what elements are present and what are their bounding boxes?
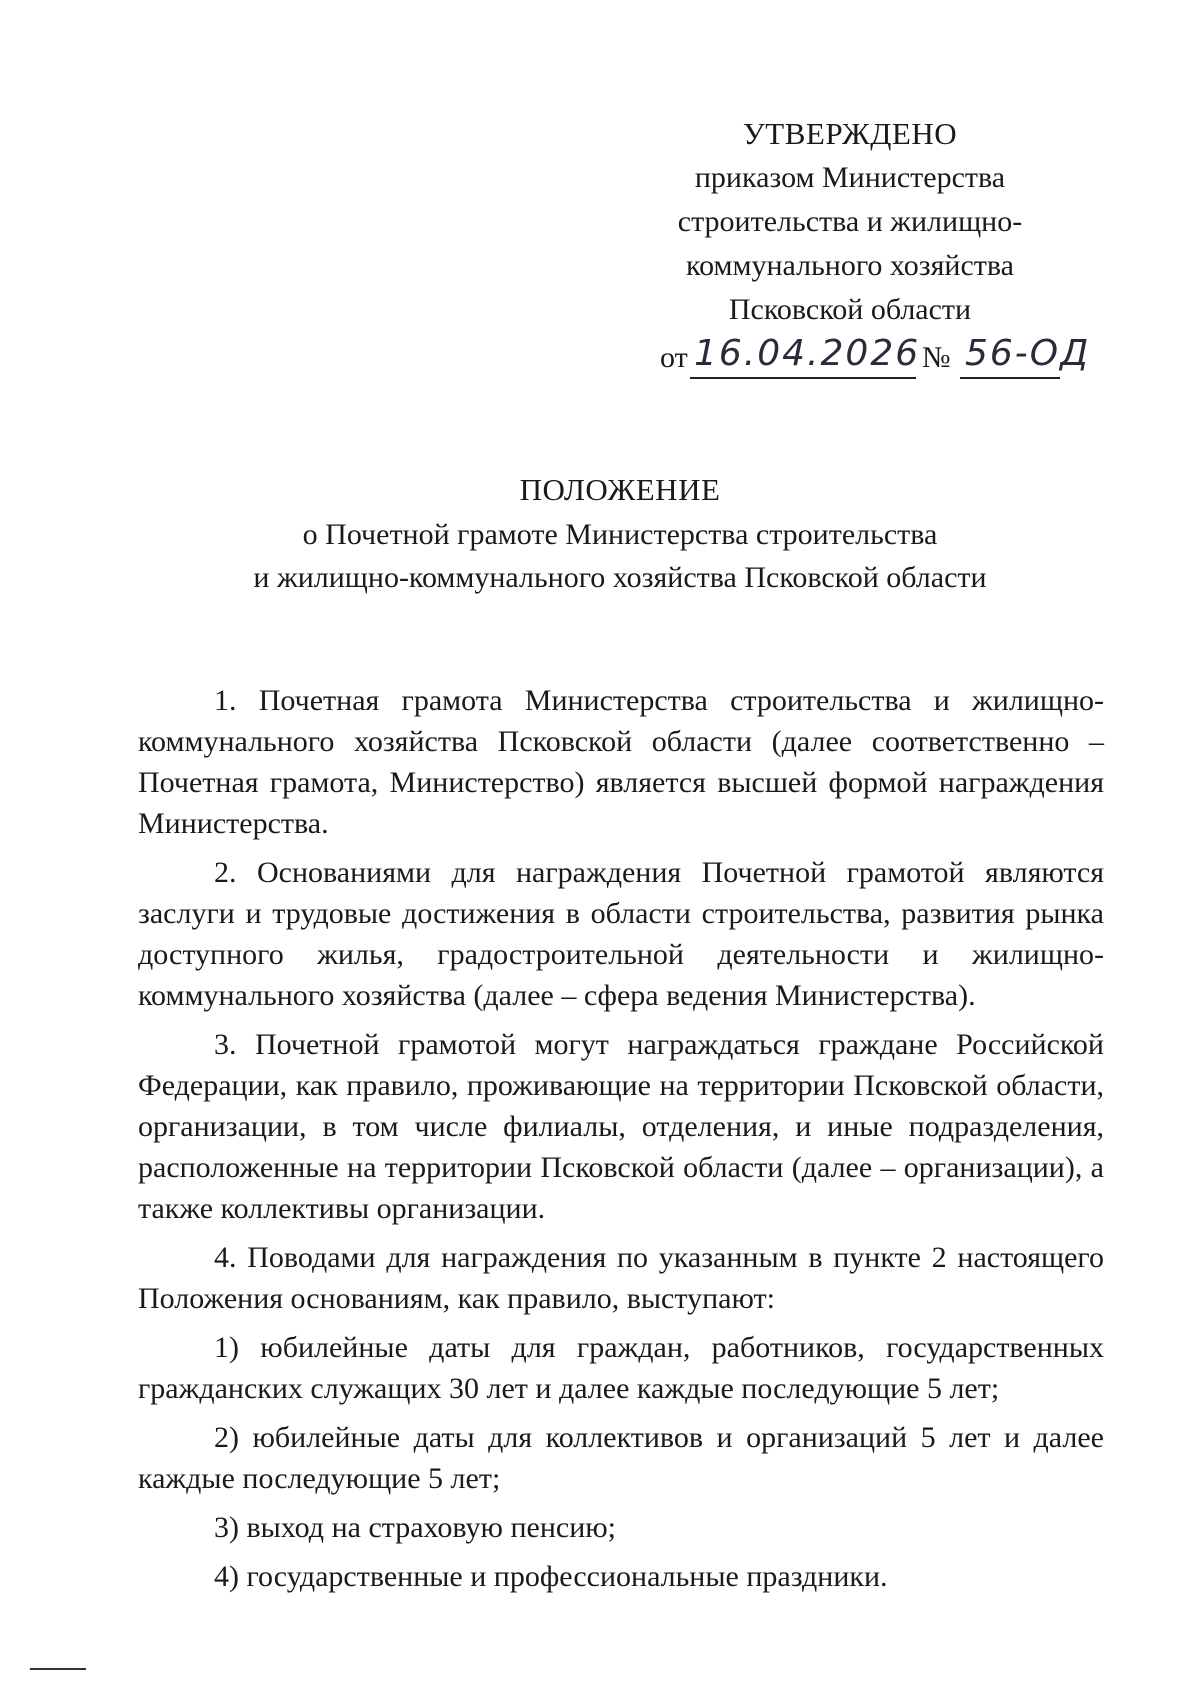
page-footer-mark [30, 1668, 86, 1670]
list-item-2: 2) юбилейные даты для коллективов и организаций 5 лет и далее каждые последующие 5 лет; [138, 1421, 1104, 1495]
date-prefix: от [660, 341, 688, 374]
number-underline [960, 377, 1060, 379]
paragraph-4: 4. Поводами для награждения по указанным в пункте 2 настоящего Положения основаниям, как правило, выступают: [138, 1241, 1104, 1315]
heading-title: ПОЛОЖЕНИЕ [519, 472, 721, 507]
handwritten-number: 56-ОД [965, 333, 1091, 374]
approval-date-number [660, 335, 1140, 385]
list-item-3: 3) выход на страховую пенсию; [214, 1511, 616, 1544]
date-underline [690, 377, 916, 379]
approval-line: Псковской области [728, 293, 972, 326]
list-item-1: 1) юбилейные даты для граждан, работников, государственных гражданских служащих 30 лет и далее каждые последующие 5 лет; [138, 1331, 1104, 1405]
paragraph-1: 1. Почетная грамота Министерства строительства и жилищно-коммунального хозяйства Псковской области (далее соответственно – Почетная грамота, Министерство) является высшей формой награждения Министерства. [138, 684, 1104, 840]
approval-line: коммунального хозяйства [686, 249, 1014, 282]
approval-line: приказом Министерства [694, 161, 1006, 194]
paragraph-3: 3. Почетной грамотой могут награждаться граждане Российской Федерации, как правило, проживающие на территории Псковской области, организации, в том числе филиалы, отделения, и иные подразделения, расположенные на территории Псковской области (далее – организации), а также коллективы организации. [138, 1028, 1104, 1225]
document-body [138, 680, 1104, 1605]
handwritten-date: 16.04.2026 [694, 333, 921, 374]
heading-subtitle-line2: и жилищно-коммунального хозяйства Псковской области [253, 561, 987, 594]
heading-subtitle-line1: о Почетной грамоте Министерства строительства [302, 518, 938, 551]
approval-block [640, 112, 1060, 332]
approval-line: строительства и жилищно- [677, 205, 1023, 238]
list-item-4: 4) государственные и профессиональные праздники. [214, 1560, 888, 1593]
number-prefix: № [922, 341, 951, 374]
paragraph-2: 2. Основаниями для награждения Почетной грамотой являются заслуги и трудовые достижения в области строительства, развития рынка доступного жилья, градостроительной деятельности и жилищно-коммунального хозяйства (далее – сфера ведения Министерства). [138, 856, 1104, 1012]
approval-title: УТВЕРЖДЕНО [742, 116, 958, 151]
document-heading [180, 468, 1060, 599]
